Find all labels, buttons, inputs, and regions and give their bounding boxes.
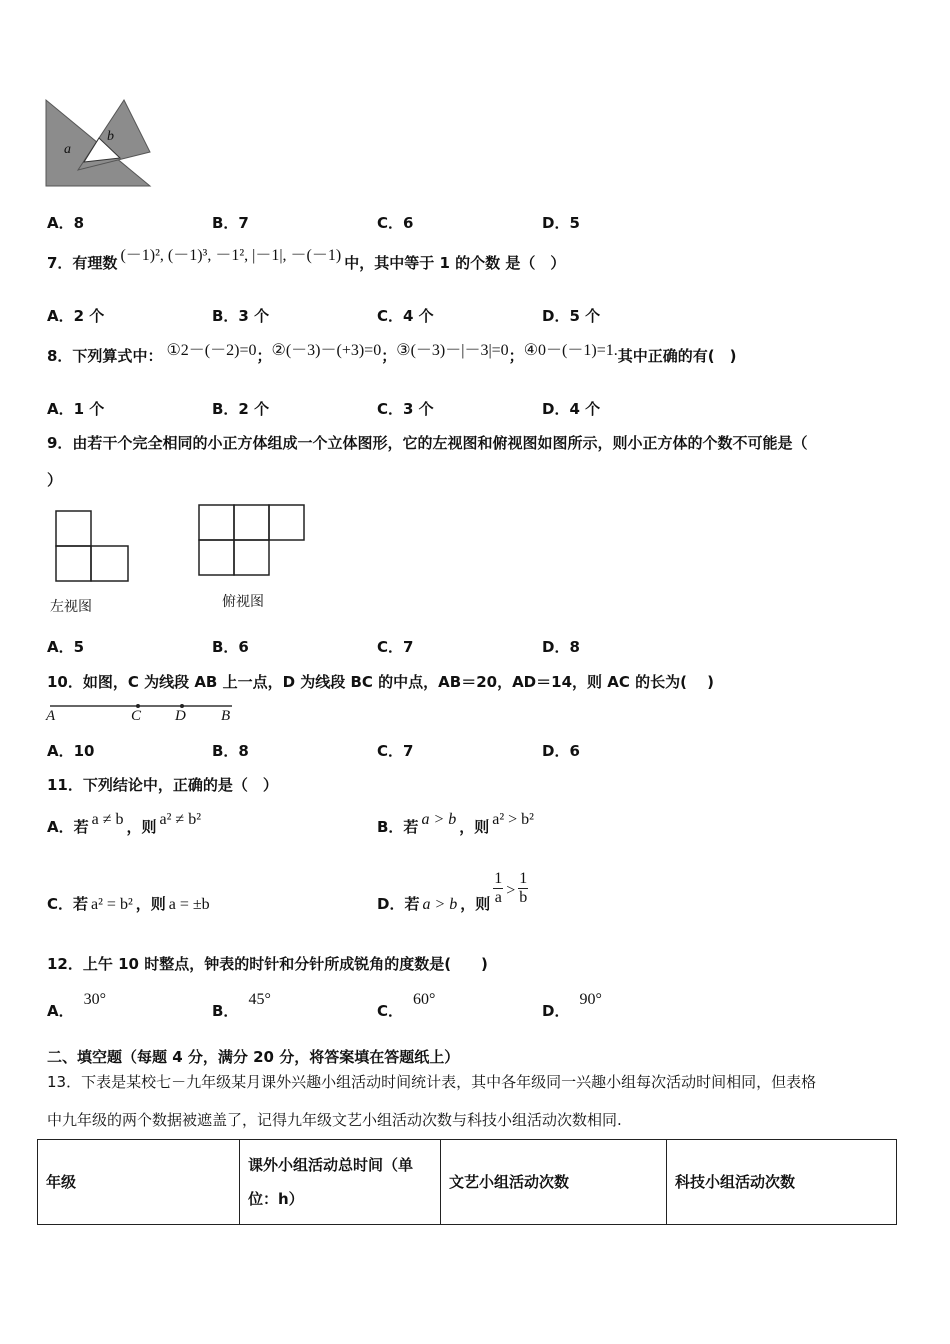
q11-d-condition: a > b <box>422 896 458 913</box>
q11-stem: 11．下列结论中，正确的是（ ） <box>47 776 278 794</box>
q10-option-c[interactable]: C．7 <box>377 742 414 760</box>
left-view-label: 左视图 <box>50 599 92 615</box>
table-header-row <box>38 1140 897 1225</box>
q12-c-value: 60° <box>413 991 436 1008</box>
q11-a-result: a² ≠ b² <box>159 811 201 828</box>
q12-option-b[interactable] <box>212 988 271 1020</box>
q12-a-value: 30° <box>83 991 107 1008</box>
q11-c-result: a = ±b <box>168 896 210 913</box>
q8-option-a[interactable]: A．1 个 <box>47 400 105 418</box>
q8-item-1: ①2－(－2)=0 <box>166 342 257 359</box>
q8-suffix: 其中正确的有( ) <box>617 347 737 365</box>
q11-option-a[interactable] <box>47 811 201 837</box>
header-total-time-line1: 课外小组活动总时间（单 <box>248 1156 414 1174</box>
q8-item-2: ②(－3)－(+3)=0 <box>271 342 382 359</box>
q11-b-then: ，则 <box>459 818 490 836</box>
top-view-label: 俯视图 <box>222 594 264 610</box>
q7-option-b[interactable]: B．3 个 <box>212 307 270 325</box>
q11-a-condition: a ≠ b <box>91 811 124 828</box>
q8-option-b[interactable]: B．2 个 <box>212 400 270 418</box>
header-total-time-line2: 位：h） <box>248 1190 304 1208</box>
line-segment-figure <box>44 698 240 726</box>
q8-sep: ； <box>256 347 272 365</box>
fraction-denominator: a <box>494 889 502 906</box>
top-view-figure <box>197 503 307 577</box>
q13-stem-line1: 13．下表是某校七－九年级某月课外兴趣小组活动时间统计表，其中各年级同一兴趣小组每次活动时间相同，但表格 <box>47 1073 817 1091</box>
q8-sep: ； <box>508 347 524 365</box>
label-a: a <box>64 142 71 157</box>
q10-option-d[interactable]: D．6 <box>542 742 580 760</box>
q12-stem: 12．上午 10 时整点，钟表的时针和分针所成锐角的度数是( ) <box>47 955 488 973</box>
q6-option-d[interactable]: D．5 <box>542 214 580 232</box>
fraction-numerator: 1 <box>494 870 503 887</box>
q10-option-a[interactable]: A．10 <box>47 742 95 760</box>
q11-option-d[interactable] <box>377 870 528 918</box>
q8-option-c[interactable]: C．3 个 <box>377 400 434 418</box>
q9-stem-line2: ） <box>47 471 63 489</box>
q9-stem-line1: 9．由若干个完全相同的小正方体组成一个立体图形，它的左视图和俯视图如图所示，则小正方体的个数不可能是（ <box>47 434 808 452</box>
q7-option-c[interactable]: C．4 个 <box>377 307 434 325</box>
q6-option-c[interactable]: C．6 <box>377 214 414 232</box>
q10-stem: 10．如图，C 为线段 AB 上一点，D 为线段 BC 的中点，AB＝20，AD＝14，则 AC 的长为( ) <box>47 673 714 691</box>
q12-option-a[interactable] <box>47 988 107 1020</box>
q6-option-a[interactable]: A．8 <box>47 214 85 232</box>
q9-option-b[interactable]: B．6 <box>212 638 249 656</box>
q7-expression: (－1)², (－1)³, －1², |－1|, －(－1) <box>120 247 342 264</box>
header-total-time <box>240 1140 441 1225</box>
q11-option-c[interactable] <box>47 893 210 914</box>
q12-option-d[interactable] <box>542 988 602 1020</box>
q7-option-d[interactable]: D．5 个 <box>542 307 601 325</box>
q11-d-compare: > <box>506 882 516 899</box>
q11-c-label: C．若 <box>47 895 89 913</box>
q12-b-value: 45° <box>248 991 271 1008</box>
q11-b-result: a² > b² <box>492 811 534 828</box>
q7-stem <box>47 247 566 273</box>
overlapping-triangles-figure <box>44 98 156 190</box>
q11-b-label: B．若 <box>377 818 419 836</box>
header-tech-count: 科技小组活动次数 <box>667 1140 897 1225</box>
q12-b-label: B． <box>212 1002 239 1020</box>
q12-d-label: D． <box>542 1002 570 1020</box>
activity-stats-table <box>37 1139 897 1225</box>
q10-option-b[interactable]: B．8 <box>212 742 249 760</box>
q11-c-condition: a² = b² <box>91 896 133 913</box>
q11-b-condition: a > b <box>421 811 457 828</box>
q8-stem <box>47 343 736 366</box>
q8-prefix: 8．下列算式中： <box>47 347 163 365</box>
q11-a-then: ，则 <box>126 818 157 836</box>
q11-d-then: ，则 <box>460 895 491 913</box>
point-b-label: B <box>221 708 231 724</box>
q11-d-label: D．若 <box>377 895 420 913</box>
fraction-denominator: b <box>519 889 528 906</box>
point-a-label: A <box>46 708 56 724</box>
section-heading: 二、填空题（每题 4 分，满分 20 分，将答案填在答题纸上） <box>47 1048 460 1066</box>
q7-option-a[interactable]: A．2 个 <box>47 307 105 325</box>
q11-a-label: A．若 <box>47 818 89 836</box>
left-view-figure <box>54 509 132 583</box>
q8-item-4: ④0－(－1)=1. <box>523 342 618 359</box>
header-grade: 年级 <box>38 1140 240 1225</box>
q7-suffix: 中，其中等于 1 的个数 是（ ） <box>344 254 566 272</box>
header-arts-count: 文艺小组活动次数 <box>441 1140 667 1225</box>
q11-option-b[interactable] <box>377 811 534 837</box>
q9-option-d[interactable]: D．8 <box>542 638 580 656</box>
point-c-label: C <box>131 708 142 724</box>
q7-prefix: 7．有理数 <box>47 254 118 272</box>
q8-sep: ； <box>381 347 397 365</box>
q9-option-a[interactable]: A．5 <box>47 638 85 656</box>
q11-c-then: ，则 <box>135 895 166 913</box>
q12-a-label: A． <box>47 1002 74 1020</box>
q12-option-c[interactable] <box>377 988 436 1020</box>
label-b: b <box>107 129 114 144</box>
q11-d-fraction-1 <box>493 870 503 907</box>
point-d-label: D <box>175 708 186 724</box>
q6-option-b[interactable]: B．7 <box>212 214 249 232</box>
q8-option-d[interactable]: D．4 个 <box>542 400 601 418</box>
q11-d-fraction-2 <box>518 870 528 907</box>
q8-item-3: ③(－3)－|－3|=0 <box>396 342 509 359</box>
q9-option-c[interactable]: C．7 <box>377 638 414 656</box>
q13-stem-line2: 中九年级的两个数据被遮盖了，记得九年级文艺小组活动次数与科技小组活动次数相同. <box>47 1111 622 1129</box>
q12-c-label: C． <box>377 1002 404 1020</box>
fraction-numerator: 1 <box>519 870 528 887</box>
q12-d-value: 90° <box>579 991 602 1008</box>
